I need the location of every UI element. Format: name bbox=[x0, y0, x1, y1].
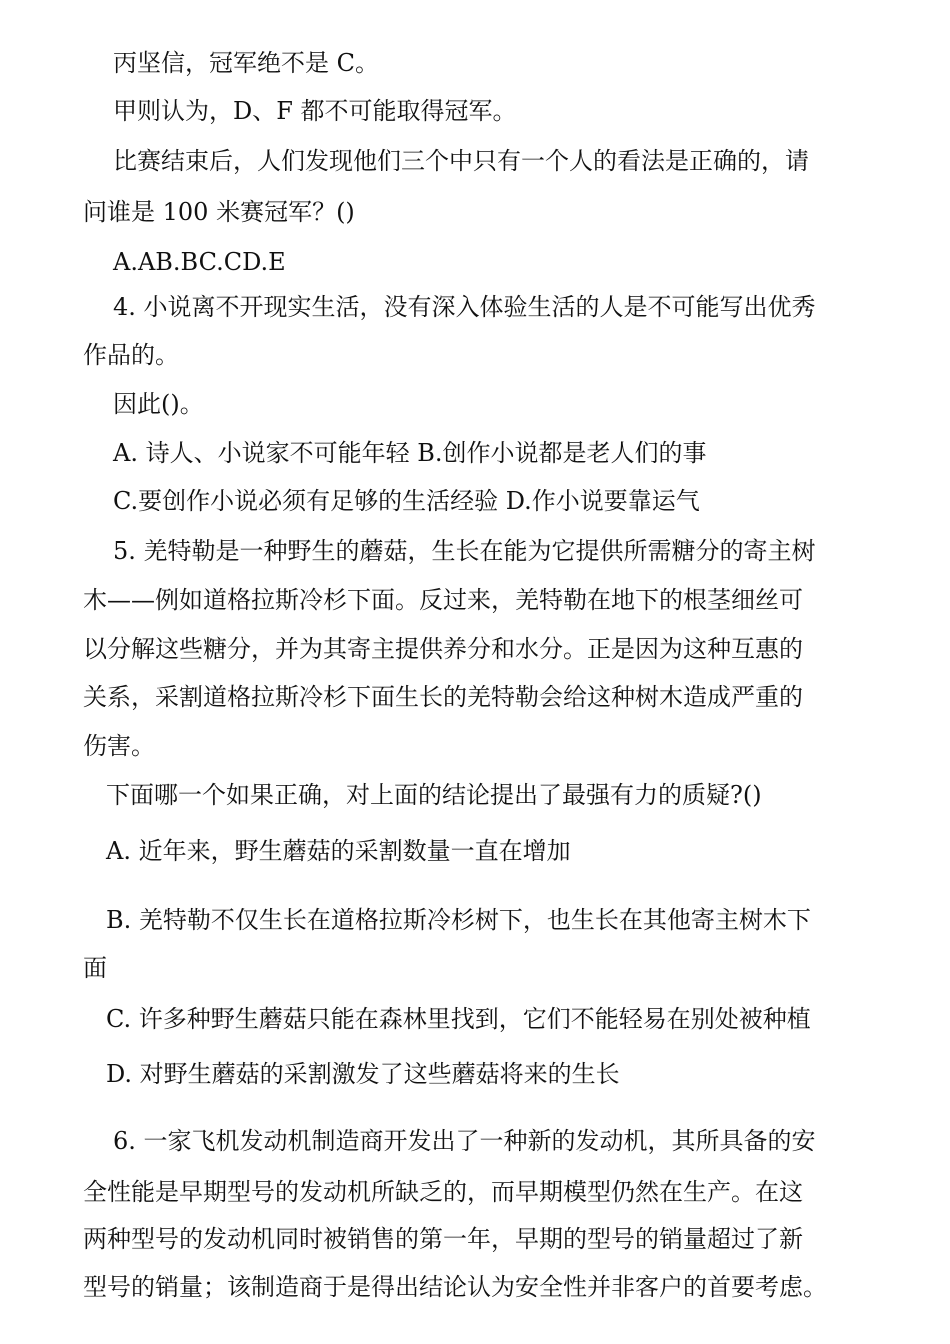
question-line: 4. 小说离不开现实生活，没有深入体验生活的人是不可能写出优秀 bbox=[113, 293, 816, 321]
text-line: 因此()。 bbox=[113, 390, 204, 418]
text-line: 问谁是 100 米赛冠军？() bbox=[83, 198, 355, 226]
option-line: D. 对野生蘑菇的采割激发了这些蘑菇将来的生长 bbox=[106, 1060, 620, 1088]
option-line: B. 羌特勒不仅生长在道格拉斯冷杉树下，也生长在其他寄主树木下 bbox=[106, 906, 811, 934]
text-line: 伤害。 bbox=[83, 732, 155, 760]
text-line: 面 bbox=[83, 954, 107, 982]
text-line: 下面哪一个如果正确，对上面的结论提出了最强有力的质疑?() bbox=[106, 781, 762, 809]
option-line: A.AB.BC.CD.E bbox=[113, 248, 286, 276]
text-line: 以分解这些糖分，并为其寄主提供养分和水分。正是因为这种互惠的 bbox=[83, 635, 803, 663]
text-line: 关系，采割道格拉斯冷杉下面生长的羌特勒会给这种树木造成严重的 bbox=[83, 683, 803, 711]
text-line: 全性能是早期型号的发动机所缺乏的，而早期模型仍然在生产。在这 bbox=[83, 1178, 803, 1206]
text-line: 两种型号的发动机同时被销售的第一年，早期的型号的销量超过了新 bbox=[83, 1225, 803, 1253]
option-line: C.要创作小说必须有足够的生活经验 D.作小说要靠运气 bbox=[113, 487, 700, 515]
text-line: 木——例如道格拉斯冷杉下面。反过来，羌特勒在地下的根茎细丝可 bbox=[83, 586, 803, 614]
text-line: 甲则认为，D、F 都不可能取得冠军。 bbox=[113, 97, 517, 125]
option-line: C. 许多种野生蘑菇只能在森林里找到，它们不能轻易在别处被种植 bbox=[106, 1005, 811, 1033]
text-line: 丙坚信，冠军绝不是 C。 bbox=[113, 49, 379, 77]
text-line: 作品的。 bbox=[83, 341, 179, 369]
option-line: A. 近年来，野生蘑菇的采割数量一直在增加 bbox=[106, 837, 571, 865]
option-line: A. 诗人、小说家不可能年轻 B.创作小说都是老人们的事 bbox=[113, 439, 707, 467]
text-line: 型号的销量；该制造商于是得出结论认为安全性并非客户的首要考虑。 bbox=[83, 1273, 827, 1301]
text-line: 比赛结束后，人们发现他们三个中只有一个人的看法是正确的，请 bbox=[113, 147, 809, 175]
question-line: 5. 羌特勒是一种野生的蘑菇，生长在能为它提供所需糖分的寄主树 bbox=[113, 537, 816, 565]
question-line: 6. 一家飞机发动机制造商开发出了一种新的发动机，其所具备的安 bbox=[113, 1127, 816, 1155]
